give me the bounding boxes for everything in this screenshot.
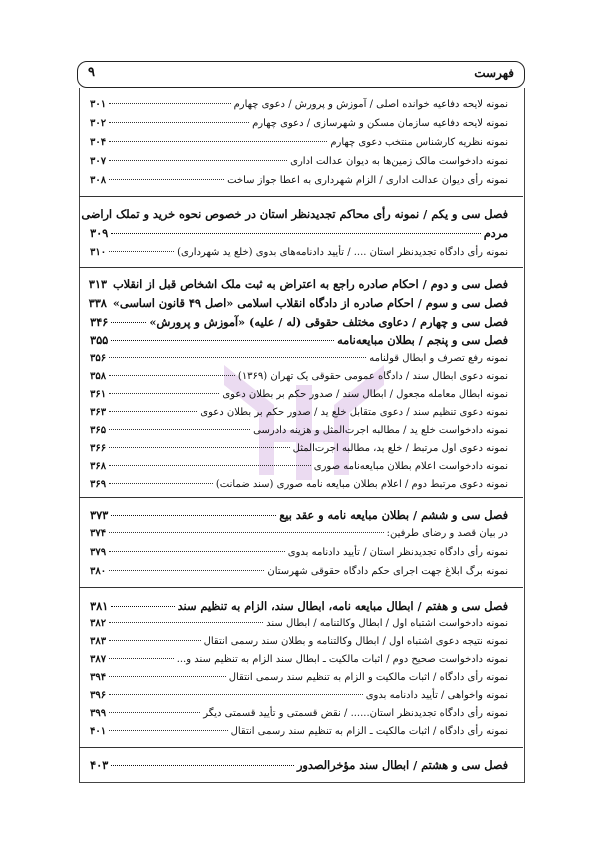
chapter-heading[interactable]: فصل سی و دوم / احکام صادره راجع به اعتراض به ثبت ملک اشخاص قبل از انقلاب ۳۱۳ [88,277,508,291]
section-divider [79,587,523,588]
toc-entry[interactable]: نمونه دادخواست مالک زمین‌ها به دیوان عدالت اداری ۳۰۷ [90,156,508,167]
toc-entry[interactable]: نمونه رأی دادگاه تجدیدنظر استان...... / نقض قسمتی و تأیید قسمتی دیگر ۳۹۹ [90,708,508,719]
page-header [77,61,525,88]
toc-entry[interactable]: نمونه دعوی ابطال سند / دادگاه عمومی حقوقی یک تهران (۱۳۶۹) ۳۵۸ [90,371,508,382]
toc-entry[interactable]: نمونه نظریه کارشناس منتخب دعوی چهارم ۳۰۴ [90,137,508,148]
chapter-heading[interactable]: مردم ۳۰۹ [90,226,508,240]
chapter-heading[interactable]: فصل سی و هفتم / ابطال مبایعه نامه، ابطال سند، الزام به تنظیم سند ۳۸۱ [90,599,508,613]
section-divider [79,267,523,268]
toc-entry[interactable]: نمونه رأی دادگاه تجدیدنظر استان .... / تأیید دادنامه‌های بدوی (خلع ید شهرداری) ۳۱۰ [90,247,508,258]
toc-entry[interactable]: نمونه دعوی تنظیم سند / دعوی متقابل خلع ید / صدور حکم بر بطلان دعوی ۳۶۳ [90,407,508,418]
toc-entry[interactable]: نمونه دادخواست اعلام بطلان مبایعه‌نامه صوری ۳۶۸ [90,461,508,472]
toc-entry[interactable]: نمونه ابطال معامله مجعول / ابطال سند / صدور حکم بر بطلان دعوی ۳۶۱ [90,389,508,400]
toc-entry[interactable]: نمونه رأی دیوان عدالت اداری / الزام شهرداری به اعطا جواز ساخت ۳۰۸ [90,175,508,186]
toc-entry[interactable]: نمونه دعوی اول مرتبط / خلع ید، مطالبه اجرت‌المثل ۳۶۶ [90,443,508,454]
toc-entry[interactable]: نمونه دادخواست صحیح دوم / اثبات مالکیت ـ ابطال سند الزام به تنظیم سند و... ۳۸۷ [90,654,508,665]
chapter-heading[interactable]: فصل سی و چهارم / دعاوی مختلف حقوقی (له / علیه) «آموزش و پرورش» ۳۴۶ [90,315,508,329]
toc-entry[interactable]: نمونه دادخواست اشتباه اول / ابطال وکالتنامه / ابطال سند ۳۸۲ [90,618,508,629]
section-divider [79,747,523,748]
toc-entry[interactable]: در بیان قصد و رضای طرفین: ۳۷۴ [90,528,508,539]
toc-entry[interactable]: نمونه واخواهی / تأیید دادنامه بدوی ۳۹۶ [90,690,508,701]
chapter-heading-line1[interactable]: فصل سی و یکم / نمونه رأی محاکم تجدیدنظر استان در خصوص نحوه خرید و تملک اراضی [81,207,508,221]
toc-entry[interactable]: نمونه رفع تصرف و ابطال قولنامه ۳۵۶ [90,353,508,364]
chapter-heading[interactable]: فصل سی و هشتم / ابطال سند مؤخرالصدور ۴۰۳ [90,758,508,772]
toc-entry[interactable]: نمونه دادخواست خلع ید / مطالبه اجرت‌المثل و هزینه دادرسی ۳۶۵ [90,425,508,436]
page-number: ۹ [88,65,95,80]
header-title: فهرست [474,66,514,80]
toc-entry[interactable]: نمونه رأی دادگاه / اثبات مالکیت و الزام به تنظیم سند رسمی انتقال ۳۹۴ [90,672,508,683]
toc-entry[interactable]: نمونه رأی دادگاه / اثبات مالکیت ـ الزام به تنظیم سند رسمی انتقال ۴۰۱ [90,726,508,737]
chapter-heading[interactable]: فصل سی و سوم / احکام صادره از دادگاه انقلاب اسلامی «اصل ۴۹ قانون اساسی» ۳۳۸ [88,296,508,310]
chapter-heading[interactable]: فصل سی و پنجم / بطلان مبایعه‌نامه ۳۵۵ [90,333,508,347]
toc-entry[interactable]: نمونه لایحه دفاعیه سازمان مسکن و شهرسازی / دعوی چهارم ۳۰۲ [90,118,508,129]
toc-entry[interactable]: نمونه رأی دادگاه تجدیدنظر استان / تأیید دادنامه بدوی ۳۷۹ [90,547,508,558]
toc-entry[interactable]: نمونه برگ ابلاغ جهت اجرای حکم دادگاه حقوقی شهرستان ۳۸۰ [90,566,508,577]
section-divider [79,497,523,498]
section-divider [79,196,523,197]
toc-entry[interactable]: نمونه نتیجه دعوی اشتباه اول / ابطال وکالتنامه و بطلان سند رسمی انتقال ۳۸۳ [90,636,508,647]
toc-entry[interactable]: نمونه لایحه دفاعیه خوانده اصلی / آموزش و پرورش / دعوی چهارم ۳۰۱ [90,99,508,110]
toc-entry[interactable]: نمونه دعوی مرتبط دوم / اعلام بطلان مبایعه نامه صوری (سند ضمانت) ۳۶۹ [90,479,508,490]
chapter-heading[interactable]: فصل سی و ششم / بطلان مبایعه نامه و عقد بیع ۳۷۳ [90,508,508,522]
